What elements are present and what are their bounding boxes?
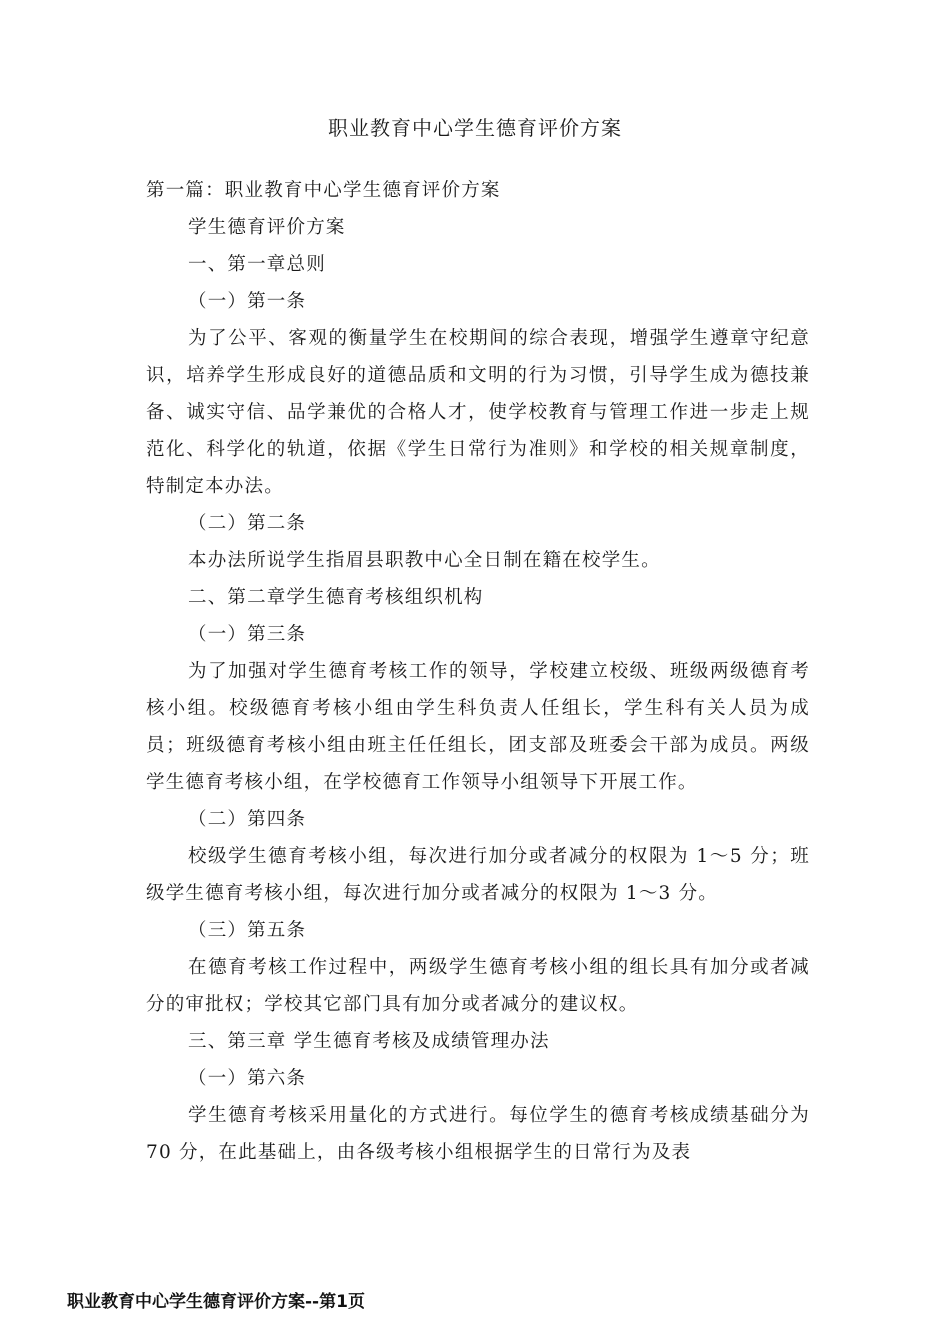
document-title: 职业教育中心学生德育评价方案: [328, 116, 622, 140]
paragraph: 为了加强对学生德育考核工作的领导，学校建立校级、班级两级德育考核小组。校级德育考核小组由学生科负责人任组长，学生科有关人员为成员；班级德育考核小组由班主任任组长，团支部及班委会干部为成员。两级学生德育考核小组，在学校德育工作领导小组领导下开展工作。: [146, 661, 810, 793]
paragraph: 为了公平、客观的衡量学生在校期间的综合表现，增强学生遵章守纪意识，培养学生形成良好的道德品质和文明的行为习惯，引导学生成为德技兼备、诚实守信、品学兼优的合格人才，使学校教育与管理工作进一步走上规范化、科学化的轨道，依据《学生日常行为准则》和学校的相关规章制度，特制定本办法。: [146, 328, 810, 497]
paragraph: （一）第六条: [188, 1068, 307, 1089]
paragraph: 学生德育考核采用量化的方式进行。每位学生的德育考核成绩基础分为 70 分，在此基础上，由各级考核小组根据学生的日常行为及表: [146, 1105, 810, 1163]
paragraph: （二）第四条: [188, 809, 307, 830]
paragraph: 三、第三章 学生德育考核及成绩管理办法: [188, 1031, 550, 1052]
paragraph: （三）第五条: [188, 920, 307, 941]
paragraph: 本办法所说学生指眉县职教中心全日制在籍在校学生。: [188, 550, 661, 571]
paragraph: 校级学生德育考核小组，每次进行加分或者减分的权限为 1～5 分；班级学生德育考核小组，每次进行加分或者减分的权限为 1～3 分。: [146, 846, 810, 904]
paragraph: 二、第二章学生德育考核组织机构: [188, 587, 484, 608]
page-footer: 职业教育中心学生德育评价方案--第1页: [67, 1292, 365, 1312]
paragraph: （一）第一条: [188, 291, 307, 312]
paragraph: 一、第一章总则: [188, 254, 326, 275]
paragraph: （二）第二条: [188, 513, 307, 534]
paragraph: 学生德育评价方案: [188, 217, 346, 238]
paragraph: 第一篇：职业教育中心学生德育评价方案: [146, 180, 501, 201]
paragraph: 在德育考核工作过程中，两级学生德育考核小组的组长具有加分或者减分的审批权；学校其它部门具有加分或者减分的建议权。: [146, 957, 810, 1015]
document-body: [146, 172, 810, 1171]
paragraph: （一）第三条: [188, 624, 307, 645]
